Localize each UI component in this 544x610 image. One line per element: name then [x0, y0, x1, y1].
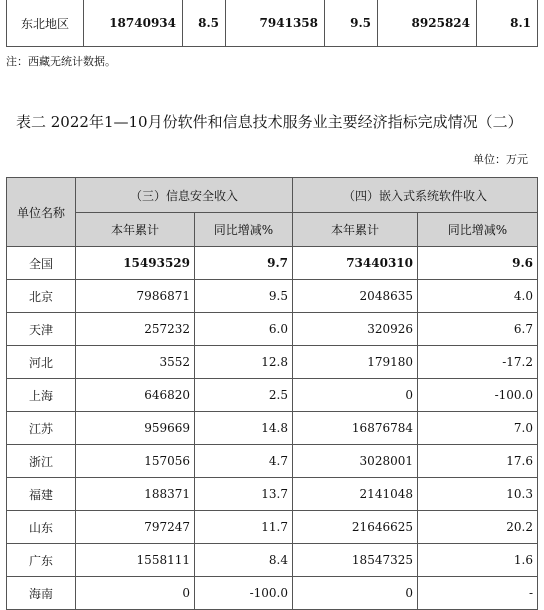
- table-row: [7, 379, 538, 412]
- subheader-row: [7, 213, 538, 247]
- table-row: [7, 346, 538, 379]
- value-cell: 179180: [293, 346, 418, 379]
- region-cell: 海南: [7, 577, 76, 610]
- value-cell: 7.0: [418, 412, 538, 445]
- region-cell: 全国: [7, 247, 76, 280]
- value-cell: 20.2: [418, 511, 538, 544]
- region-cell: 浙江: [7, 445, 76, 478]
- value-cell: 0: [76, 577, 195, 610]
- yoy-header: 同比增减%: [418, 213, 538, 247]
- value-cell: 21646625: [293, 511, 418, 544]
- value-cell: 14.8: [195, 412, 293, 445]
- value-cell: 3552: [76, 346, 195, 379]
- value-cell: 6.7: [418, 313, 538, 346]
- table-row: [7, 0, 538, 47]
- value-cell: 1558111: [76, 544, 195, 577]
- table-row: [7, 478, 538, 511]
- value-cell: 8.1: [477, 0, 538, 47]
- table-row: [7, 445, 538, 478]
- value-cell: 4.7: [195, 445, 293, 478]
- ytd-header: 本年累计: [76, 213, 195, 247]
- value-cell: 18740934: [84, 0, 183, 47]
- value-cell: 17.6: [418, 445, 538, 478]
- value-cell: 11.7: [195, 511, 293, 544]
- value-cell: 10.3: [418, 478, 538, 511]
- value-cell: 2141048: [293, 478, 418, 511]
- region-cell: 山东: [7, 511, 76, 544]
- region-cell: 北京: [7, 280, 76, 313]
- value-cell: 18547325: [293, 544, 418, 577]
- table-row: [7, 544, 538, 577]
- value-cell: 8925824: [378, 0, 477, 47]
- info-security-header: （三）信息安全收入: [76, 178, 293, 213]
- value-cell: 12.8: [195, 346, 293, 379]
- region-header: 单位名称: [7, 178, 76, 247]
- value-cell: 257232: [76, 313, 195, 346]
- region-cell: 天津: [7, 313, 76, 346]
- footnote: 注：西藏无统计数据。: [6, 55, 116, 68]
- value-cell: 9.7: [195, 247, 293, 280]
- region-cell: 上海: [7, 379, 76, 412]
- value-cell: 188371: [76, 478, 195, 511]
- table-row: [7, 511, 538, 544]
- region-cell: 河北: [7, 346, 76, 379]
- region-cell: 江苏: [7, 412, 76, 445]
- value-cell: 2048635: [293, 280, 418, 313]
- value-cell: 3028001: [293, 445, 418, 478]
- value-cell: 9.5: [195, 280, 293, 313]
- value-cell: 7986871: [76, 280, 195, 313]
- value-cell: 2.5: [195, 379, 293, 412]
- yoy-header: 同比增减%: [195, 213, 293, 247]
- value-cell: 8.5: [183, 0, 226, 47]
- region-cell: 东北地区: [7, 0, 84, 47]
- value-cell: 320926: [293, 313, 418, 346]
- header-row: [7, 178, 538, 213]
- ytd-header: 本年累计: [293, 213, 418, 247]
- value-cell: 13.7: [195, 478, 293, 511]
- value-cell: 9.6: [418, 247, 538, 280]
- value-cell: -100.0: [418, 379, 538, 412]
- table-row: [7, 280, 538, 313]
- value-cell: 16876784: [293, 412, 418, 445]
- value-cell: 1.6: [418, 544, 538, 577]
- value-cell: 4.0: [418, 280, 538, 313]
- value-cell: -100.0: [195, 577, 293, 610]
- value-cell: 959669: [76, 412, 195, 445]
- table-row: [7, 412, 538, 445]
- value-cell: 157056: [76, 445, 195, 478]
- region-cell: 广东: [7, 544, 76, 577]
- value-cell: -: [418, 577, 538, 610]
- region-cell: 福建: [7, 478, 76, 511]
- northeast-summary-table: [6, 0, 538, 47]
- unit-label: 单位：万元: [473, 153, 528, 166]
- value-cell: 15493529: [76, 247, 195, 280]
- value-cell: 0: [293, 379, 418, 412]
- value-cell: 6.0: [195, 313, 293, 346]
- indicator-table: [6, 177, 538, 610]
- table-row: [7, 313, 538, 346]
- table-title: 表二 2022年1—10月份软件和信息技术服务业主要经济指标完成情况（二）: [16, 113, 523, 131]
- embedded-software-header: （四）嵌入式系统软件收入: [293, 178, 538, 213]
- value-cell: 9.5: [325, 0, 378, 47]
- value-cell: 0: [293, 577, 418, 610]
- value-cell: 646820: [76, 379, 195, 412]
- table-row: [7, 247, 538, 280]
- value-cell: -17.2: [418, 346, 538, 379]
- value-cell: 8.4: [195, 544, 293, 577]
- value-cell: 7941358: [226, 0, 325, 47]
- value-cell: 73440310: [293, 247, 418, 280]
- value-cell: 797247: [76, 511, 195, 544]
